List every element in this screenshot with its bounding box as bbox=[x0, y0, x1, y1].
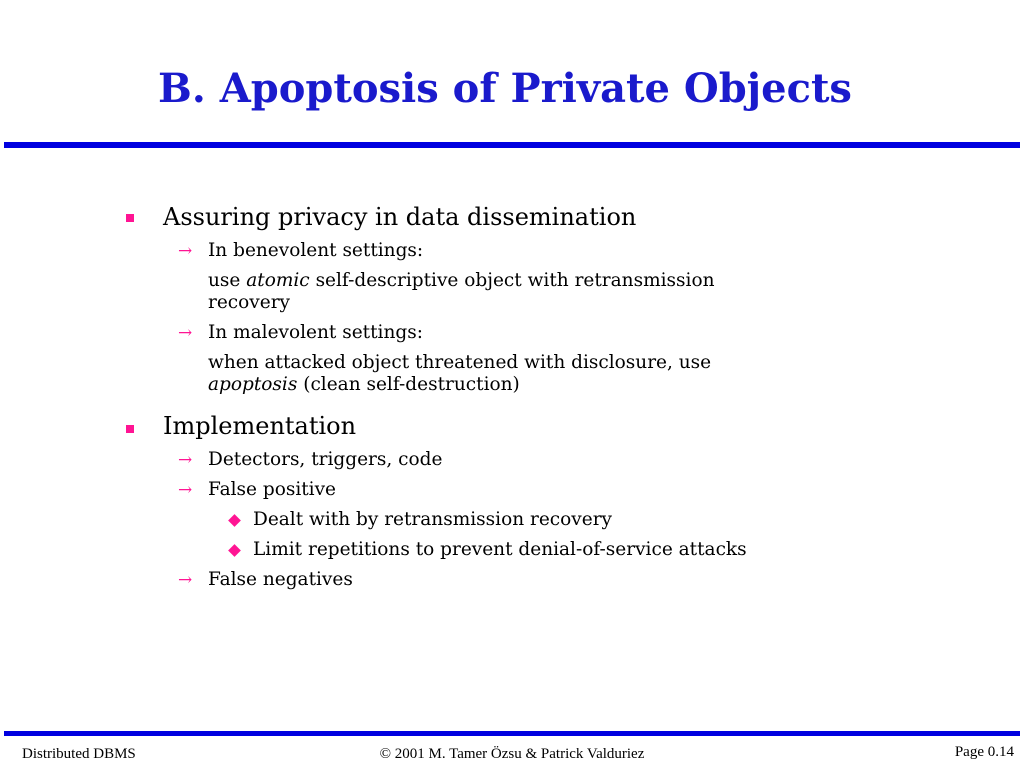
detail-italic: atomic bbox=[246, 270, 310, 291]
arrow-bullet-icon: → bbox=[178, 570, 193, 590]
diamond-bullet-icon bbox=[228, 544, 241, 557]
arrow-bullet-icon: → bbox=[178, 450, 193, 470]
section2-item3: False negatives bbox=[208, 569, 353, 590]
diamond-bullet-icon bbox=[228, 514, 241, 527]
square-bullet-icon bbox=[126, 214, 134, 222]
section2-item2: False positive bbox=[208, 479, 336, 500]
square-bullet-icon bbox=[126, 425, 134, 433]
detail-text: (clean self-destruction) bbox=[297, 374, 520, 395]
arrow-bullet-icon: → bbox=[178, 480, 193, 500]
section1-heading: Assuring privacy in data dissemination bbox=[163, 203, 637, 231]
arrow-bullet-icon: → bbox=[178, 323, 193, 343]
arrow-bullet-icon: → bbox=[178, 241, 193, 261]
section2-item1: Detectors, triggers, code bbox=[208, 449, 443, 470]
section1-item2-detail-cont bbox=[208, 374, 520, 396]
section1-item1-detail-cont: recovery bbox=[208, 292, 290, 313]
slide-title: B. Apoptosis of Private Objects bbox=[158, 65, 852, 112]
footer-center: © 2001 M. Tamer Özsu & Patrick Valduriez bbox=[379, 746, 645, 762]
footer-left: Distributed DBMS bbox=[22, 746, 136, 762]
detail-italic: apoptosis bbox=[208, 374, 298, 395]
detail-text: self-descriptive object with retransmission bbox=[309, 270, 715, 291]
section2-subitem2: Limit repetitions to prevent denial-of-service attacks bbox=[253, 539, 747, 560]
footer-page-number: Page 0.14 bbox=[954, 744, 1014, 760]
detail-text: use bbox=[208, 270, 247, 291]
section2-subitem1: Dealt with by retransmission recovery bbox=[253, 509, 612, 530]
section1-item1: In benevolent settings: bbox=[208, 240, 424, 261]
footer-divider bbox=[4, 731, 1020, 736]
section2-heading: Implementation bbox=[163, 412, 357, 440]
section1-item2: In malevolent settings: bbox=[208, 322, 423, 343]
section1-item1-detail bbox=[208, 270, 715, 292]
section1-item2-detail: when attacked object threatened with disclosure, use bbox=[208, 352, 712, 373]
